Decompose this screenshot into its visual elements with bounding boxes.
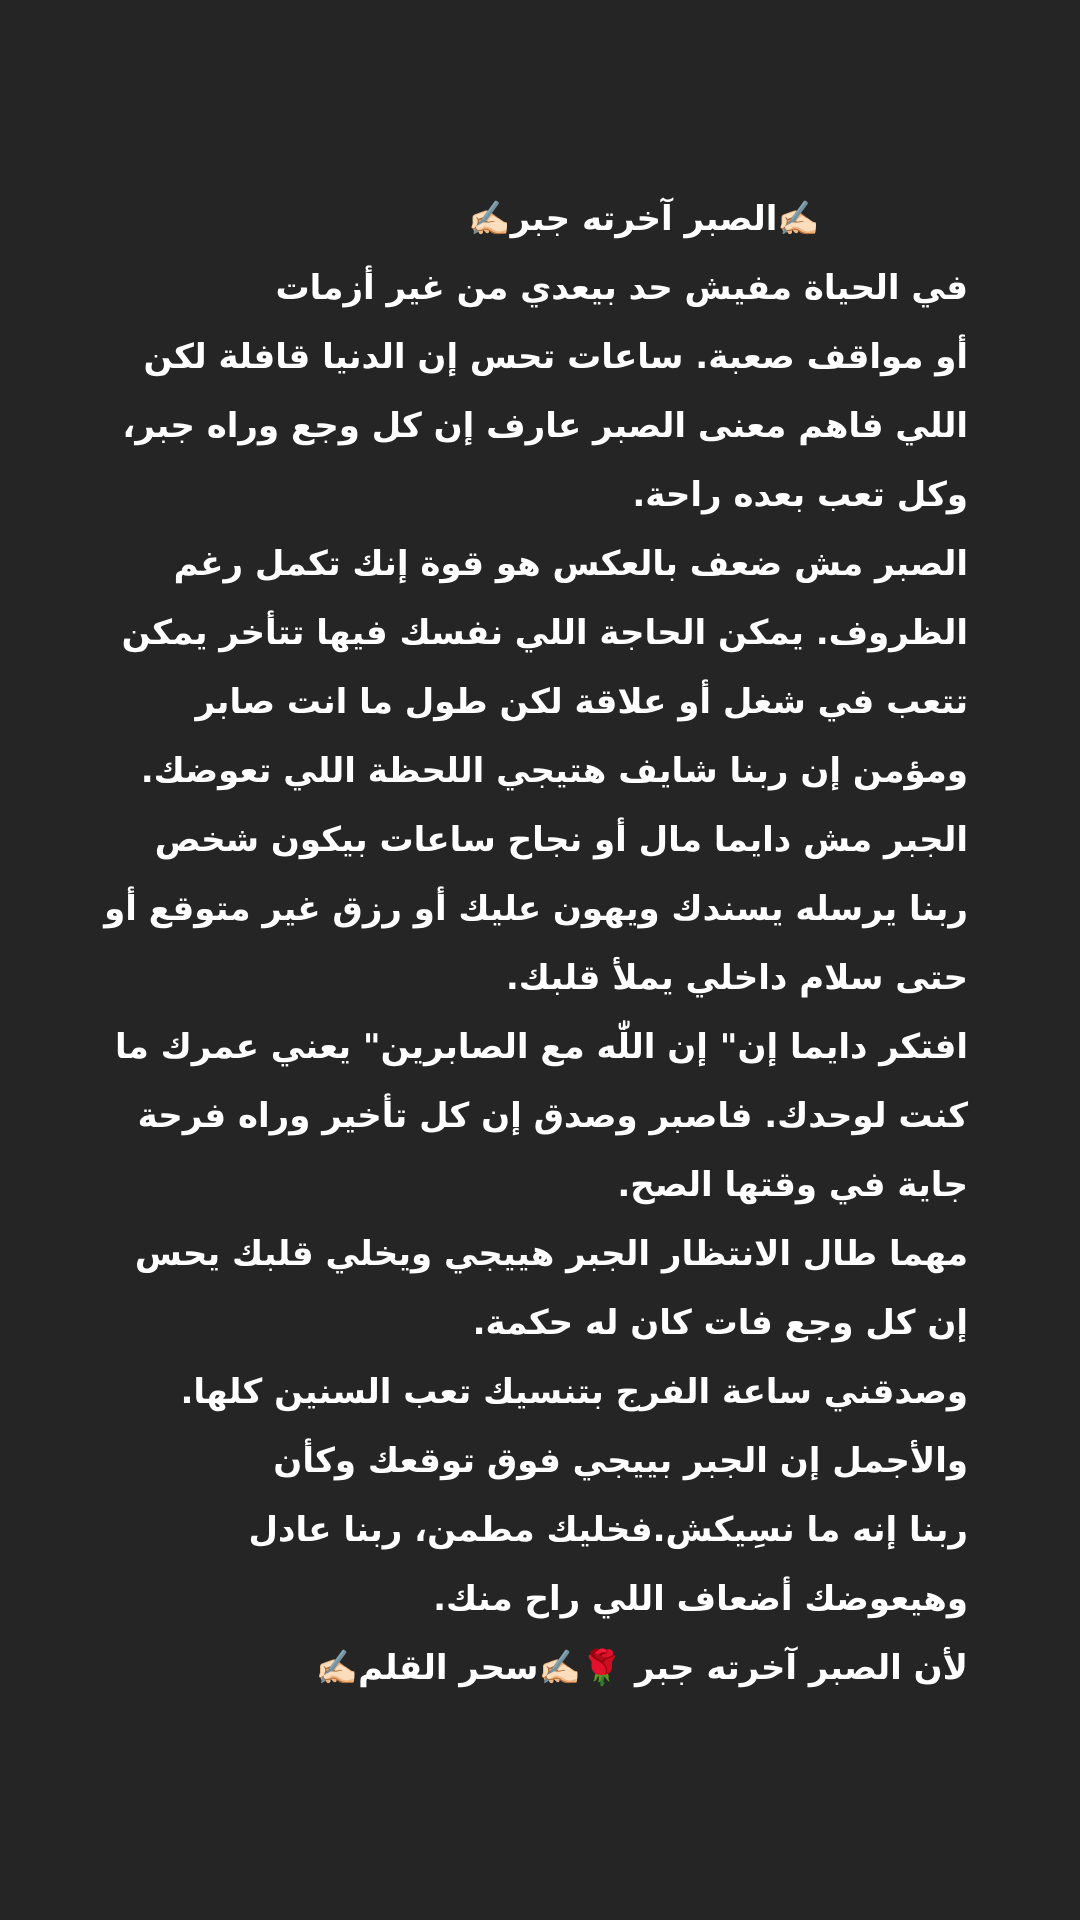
post-line: اللي فاهم معنى الصبر عارف إن كل وجع وراه جبر،	[122, 406, 968, 446]
post-text	[104, 185, 968, 1703]
post-line: وهيعوضك أضعاف اللي راح منك.	[433, 1579, 968, 1619]
post-line: ومؤمن إن ربنا شايف هتيجي اللحظة اللي تعوضك.	[140, 751, 968, 791]
post-line: كنت لوحدك. فاصبر وصدق إن كل تأخير وراه فرحة	[137, 1096, 968, 1136]
post-line: الظروف. يمكن الحاجة اللي نفسك فيها تتأخر يمكن	[121, 613, 968, 653]
post-title: ✍🏻الصبر آخرته جبر✍🏻	[468, 199, 820, 239]
post-line: وكل تعب بعده راحة.	[632, 475, 968, 515]
post-line: افتكر دايما إن" إن اللّٰه مع الصابرين" يعني عمرك ما	[114, 1027, 968, 1067]
post-line: جاية في وقتها الصح.	[617, 1165, 968, 1205]
post-line: ربنا يرسله يسندك ويهون عليك أو رزق غير متوقع أو	[104, 889, 968, 929]
post-line: مهما طال الانتظار الجبر هييجي ويخلي قلبك يحس	[134, 1234, 968, 1274]
post-line: أو مواقف صعبة. ساعات تحس إن الدنيا قافلة لكن	[143, 337, 968, 377]
post-line: الجبر مش دايما مال أو نجاح ساعات بيكون شخص	[154, 820, 968, 860]
post-line: إن كل وجع فات كان له حكمة.	[472, 1303, 968, 1343]
post-line: حتى سلام داخلي يملأ قلبك.	[505, 958, 968, 998]
post-signature-line: لأن الصبر آخرته جبر 🌹✍🏻سحر القلم✍🏻	[315, 1648, 968, 1688]
post-line: في الحياة مفيش حد بيعدي من غير أزمات	[275, 268, 968, 308]
post-line: الصبر مش ضعف بالعكس هو قوة إنك تكمل رغم	[173, 544, 968, 584]
post-line: تتعب في شغل أو علاقة لكن طول ما انت صابر	[195, 682, 968, 722]
post-line: وصدقني ساعة الفرج بتنسيك تعب السنين كلها.	[180, 1372, 968, 1412]
post-line: والأجمل إن الجبر بييجي فوق توقعك وكأن	[273, 1441, 968, 1481]
post-line: ربنا إنه ما نسِيكش.فخليك مطمن، ربنا عادل	[248, 1510, 968, 1550]
